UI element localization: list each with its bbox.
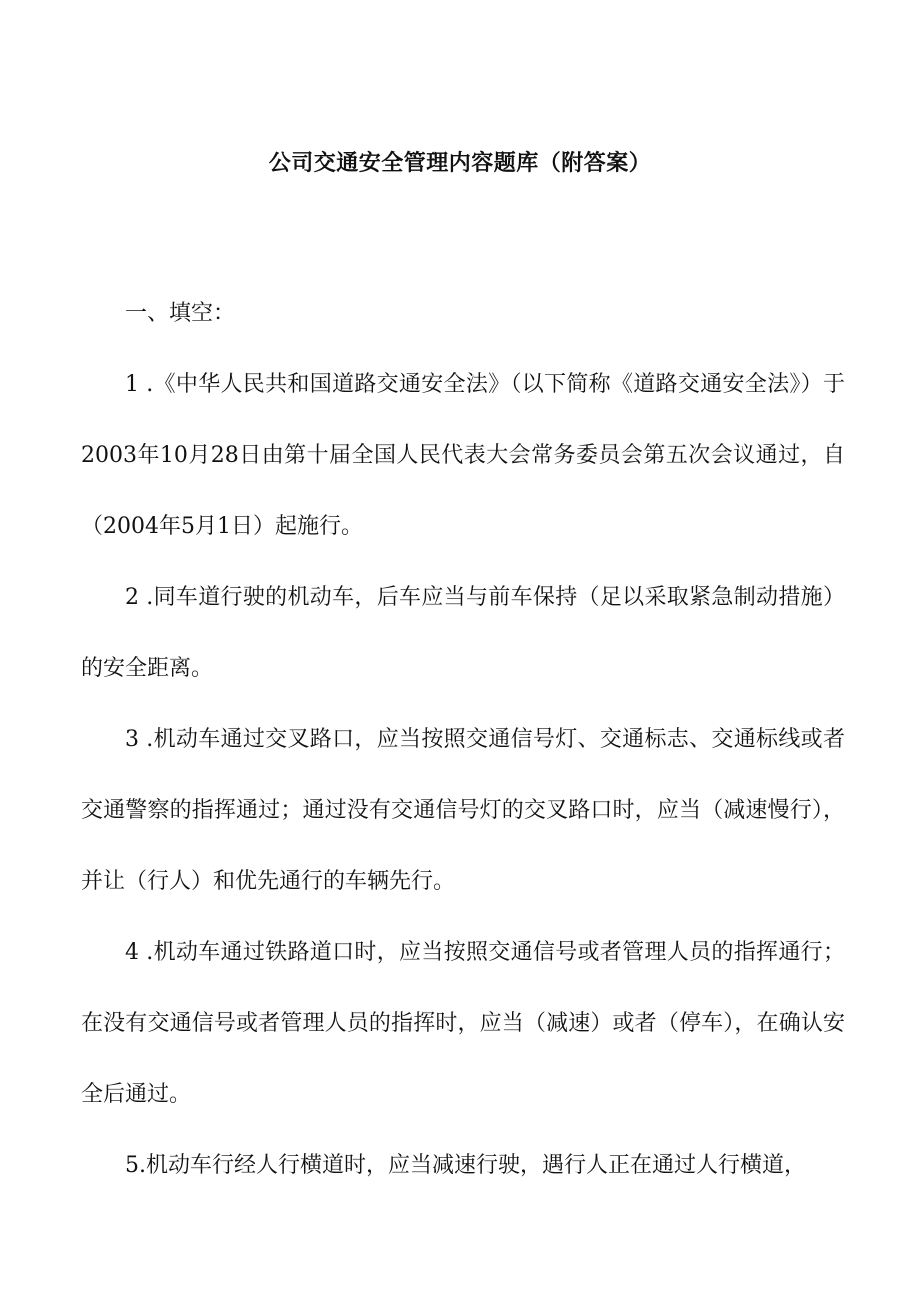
document-body [81,278,845,1201]
section-heading-fill-in: 一、填空： [125,301,236,326]
question-5: 5.机动车行经人行横道时，应当减速行驶，遇行人正在通过人行横道， [125,1153,806,1178]
question-3: 3 .机动车通过交叉路口，应当按照交通信号灯、交通标志、交通标线或者交通警察的指挥通过；通过没有交通信号灯的交叉路口时，应当（减速慢行），并让（行人）和优先通行的车辆先行。 [81,727,845,894]
document-title: 公司交通安全管理内容题库（附答案） [268,150,652,176]
question-1: 1 .《中华人民共和国道路交通安全法》（以下简称《道路交通安全法》）于2003年10月28日由第十届全国人民代表大会常务委员会第五次会议通过，自（2004年5月1日）起施行。 [81,372,845,539]
question-2: 2 .同车道行驶的机动车，后车应当与前车保持（足以采取紧急制动措施）的安全距离。 [81,585,845,681]
question-4: 4 .机动车通过铁路道口时，应当按照交通信号或者管理人员的指挥通行；在没有交通信号或者管理人员的指挥时，应当（减速）或者（停车），在确认安全后通过。 [81,940,845,1107]
